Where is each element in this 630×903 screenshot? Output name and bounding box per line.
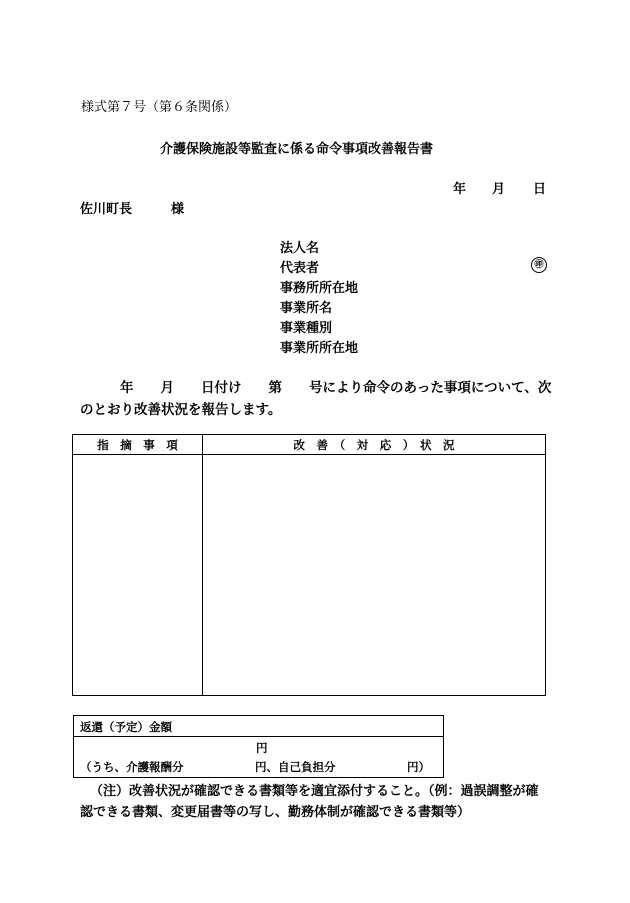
representative-label: 代表者	[280, 261, 320, 276]
office-address-label: 事務所所在地	[280, 281, 359, 296]
findings-cell[interactable]	[73, 455, 203, 696]
date-day: 日	[533, 182, 547, 197]
refund-box	[73, 715, 444, 778]
refund-breakdown-prefix: （うち、介護報酬分	[80, 760, 184, 774]
business-type-label: 事業種別	[280, 321, 333, 336]
body-line-2: のとおり改善状況を報告します。	[80, 402, 282, 418]
note-line-2: 認できる書類、変更届書等の写し、勤務体制が確認できる書類等）	[80, 805, 471, 820]
date-month: 月	[492, 182, 506, 197]
facility-address-label: 事業所所在地	[280, 341, 359, 356]
seal-mark: ㊞	[531, 257, 547, 273]
column-header-findings: 指 摘 事 項	[73, 435, 203, 455]
note-line-1: （注）改善状況が確認できる書類等を適宜添付すること。（例：過誤調整が確	[90, 784, 539, 799]
form-number: 様式第７号（第６条関係）	[81, 100, 238, 115]
addressee-honorific: 様	[171, 202, 185, 217]
refund-label: 返還（予定）金額	[80, 720, 172, 734]
date-year: 年	[453, 182, 467, 197]
status-cell[interactable]	[203, 455, 546, 696]
refund-yen: 円	[256, 741, 268, 755]
improvement-table	[72, 434, 546, 696]
addressee-name: 佐川町長	[80, 202, 133, 217]
column-header-status: 改 善 （ 対 応 ） 状 況	[203, 435, 546, 455]
page-title: 介護保険施設等監査に係る命令事項改善報告書	[160, 142, 434, 157]
refund-breakdown-end: 円）	[407, 760, 430, 774]
corporation-label: 法人名	[280, 241, 320, 256]
body-line-1: 年 月 日付け 第 号により命令のあった事項について、次	[120, 380, 552, 396]
facility-name-label: 事業所名	[280, 301, 333, 316]
refund-breakdown-mid: 円、自己負担分	[255, 760, 336, 774]
